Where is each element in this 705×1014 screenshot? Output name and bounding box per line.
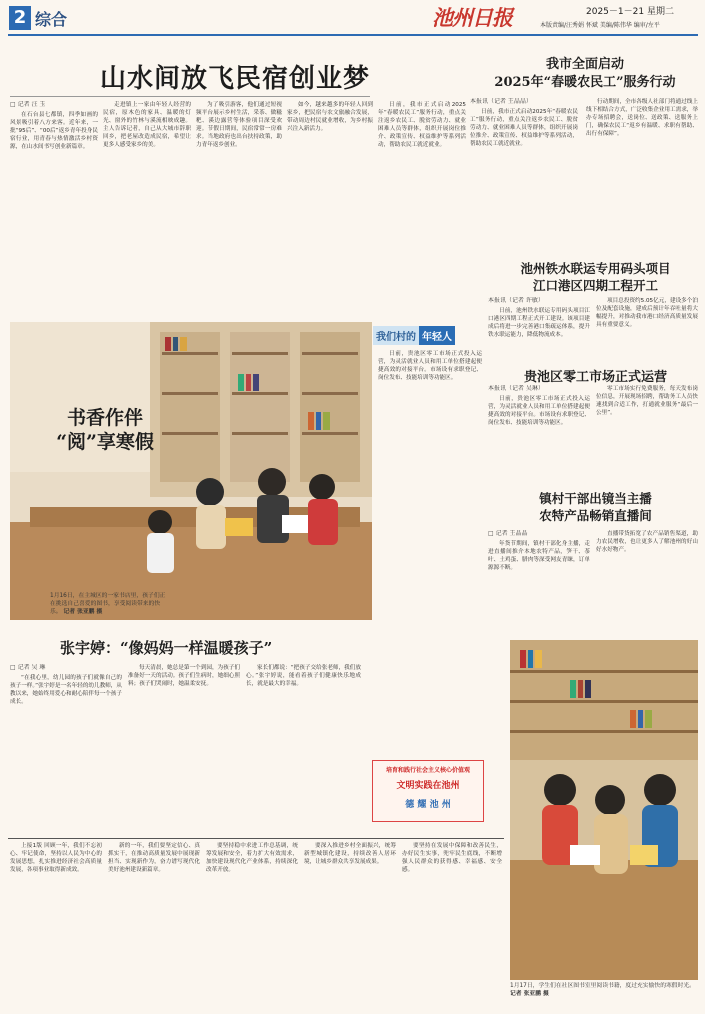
main-article-title: 山水间放飞民宿创业梦 — [100, 64, 371, 94]
right3-text-2: 零工市场实行免费服务，每天发布岗位信息，开展现场招聘，帮助务工人员快速找到合适工作，打通就业服务“最后一公里”。 — [596, 386, 698, 417]
bookstore-photo-image — [10, 322, 372, 620]
bookstore-photo — [10, 322, 372, 620]
library-photo-image — [510, 640, 698, 980]
bottom-section-rule — [8, 838, 504, 839]
right2-byline: 本报讯（记者 许敏） — [488, 297, 544, 304]
issue-date: 2025－1－21 星期二 — [586, 7, 674, 17]
right2-text-2: 项目总投资约5.05亿元，建设多个泊位及配套设施，建成后预计年吞吐量将大幅提升，对推动我市港口经济高质量发展具有重要意义。 — [596, 298, 698, 329]
library-photo-caption — [510, 982, 698, 998]
bottom-article-byline: □ 记者 吴 琳 — [10, 664, 46, 671]
main-article-text-3: 为了吸引游客，他们通过短视频平台展示乡村生活，采茶、做糍粑、溪边露营等体验项目深受欢迎。节假日期间，民宿常常一房难求。当地政府也出台扶持政策，助力青年返乡创业。 — [196, 102, 282, 149]
bottom-section-text-2: 新的一年，我们要坚定信心、真抓实干，在推动高质量发展中展现新担当、实现新作为，奋力谱写现代化美好池州建设新篇章。 — [108, 843, 200, 874]
right1-title: 我市全面启动 2025年“春暖农民工”服务行动 — [494, 57, 676, 90]
right2-text-1: 日前，池州铁水联运专用码头项目江口港区四期工程正式开工建设。该项目建成后将进一步完善港口集疏运体系，提升铁水联运能力，降低物流成本。 — [488, 308, 590, 339]
main-article-col3 — [196, 101, 282, 313]
bottom-section-text-1: 上接1版 回顾一年，我们不忘初心、牢记使命，坚持以人民为中心的发展思想，扎实推进经济社会高质量发展，各项事业取得新成效。 — [10, 843, 102, 874]
right1-text-2: 行动期间，全市各级人社部门将通过线上线下相结合方式，广泛收集企业用工需求，举办专场招聘会，送岗位、送政策、送服务上门，确保农民工“返乡有温暖、求职有帮助、出行有保障”。 — [586, 99, 698, 138]
right3-text-1: 日前，贵池区零工市场正式投入运营，为灵活就业人员和用工单位搭建起便捷高效的对接平台。市场设有求职登记、岗位发布、技能培训等功能区。 — [488, 396, 590, 427]
bottom-section-text-5: 要坚持在发展中保障和改善民生，办好民生实事，兜牢民生底线，不断增强人民群众的获得感、幸福感、安全感。 — [402, 843, 502, 874]
main-article-text-2: 走进镇上一家由年轻人经营的民宿，原木色的家具、温暖的灯光、窗外的竹林与溪流相映成趣。主人告诉记者，自己从大城市辞职回乡，把老屋改造成民宿，希望让更多人感受家乡的美。 — [103, 102, 191, 149]
section-name: 综合 — [35, 10, 68, 29]
editor-credits: 本版责编/汪秀娟 怀斌 美编/陈伟华 编审/左平 — [540, 22, 660, 29]
civic-ad-line1: 培育和践行社会主义核心价值观 — [385, 767, 470, 774]
tagline-prefix: 我们村的 — [373, 326, 419, 345]
main-article-byline: □ 记者 汪 玉 — [10, 101, 46, 108]
column-tagline — [373, 325, 483, 343]
bookstore-photo-credit: 记者 张亚鹏 摄 — [63, 609, 103, 615]
center-article-col2 — [378, 350, 482, 620]
bottom-article-col1 — [10, 664, 122, 824]
civic-ad-line3: 德 耀 池 州 — [405, 800, 451, 810]
header-rule — [8, 34, 698, 36]
right4-title: 镇村干部出镜当主播 农特产品畅销直播间 — [539, 491, 652, 523]
center-article-col1 — [378, 101, 466, 313]
right2-col1 — [488, 297, 590, 359]
bottom-article-text-3: 家长们都说：“把孩子交给张老师，我们放心。”张宇婷说，能看着孩子们健康快乐地成长，就是最大的幸福。 — [246, 665, 361, 688]
main-article-text-1: 在石台县七都镇，四季如画的风景吸引着八方来客。近年来，一批“95后”、“00后”返乡青年投身民宿行业，用青春与热情激活乡村资源，在山水间书写创业新篇章。 — [10, 112, 98, 151]
right1-text-1: 日前，我市正式启动2025年“春暖农民工”服务行动，重点关注返乡农民工、脱贫劳动力、就业困难人员等群体，组织开展岗位推介、政策宣传、权益维护等系列活动，帮助农民工就近就业。 — [470, 109, 578, 148]
page-header — [0, 0, 705, 38]
bottom-article-text-2: 每天清晨，她总是第一个到园，为孩子们准备好一天的活动。孩子们生病时，她细心照料；孩子们哭闹时，她温柔安抚。 — [128, 665, 240, 688]
right2-title: 池州铁水联运专用码头项目 江口港区四期工程开工 — [520, 261, 671, 293]
right4-text-2: 直播带货拓宽了农产品销售渠道，助力农民增收，也让更多人了解池州的好山好水好物产。 — [596, 531, 698, 554]
right3-title: 贵池区零工市场正式运营 — [523, 370, 667, 385]
center-article-text-1: 日前，我市正式启动2025年“春暖农民工”服务行动，重点关注返乡农民工、脱贫劳动力、就业困难人员等群体，组织开展岗位推介、政策宣传、权益维护等系列活动，帮助农民工就近就业。 — [378, 102, 466, 149]
bottom-section-col2 — [108, 842, 200, 1008]
bookstore-photo-caption — [50, 592, 170, 616]
page-number-badge — [9, 6, 31, 30]
right4-col2 — [596, 530, 698, 630]
bottom-section-col5 — [402, 842, 502, 1008]
center-article-text-2: 日前，贵池区零工市场正式投入运营，为灵活就业人员和用工单位搭建起便捷高效的对接平台。市场设有求职登记、岗位发布、技能培训等功能区。 — [378, 351, 482, 382]
right3-byline: 本报讯（记者 吴琳） — [488, 385, 544, 392]
right4-byline: □ 记者 王晶晶 — [488, 530, 528, 537]
main-article-col2 — [103, 101, 191, 313]
library-photo-caption-text: 1月17日，学生们在社区图书室里阅读书籍，度过充实愉快的寒假时光。 — [510, 983, 695, 989]
civic-ad-line2: 文明实践在池州 — [396, 781, 460, 791]
bottom-article-text-1: “在我心里，幼儿园的孩子们就像自己的孩子一样。”张宇婷是一名年轻的幼儿教师，从教以来，她始终用爱心和耐心陪伴每一个孩子成长。 — [10, 675, 122, 706]
right1-byline: 本报讯（记者 王晶晶） — [470, 98, 532, 105]
right4-col1 — [488, 530, 590, 630]
bottom-section-text-4: 要深入推进乡村全面振兴，统筹新型城镇化建设，持续改善人居环境，让城乡群众共享发展成果。 — [304, 843, 396, 866]
bookstore-photo-caption-text: 1月16日，在主城区的一家书店里，孩子们正在挑选自己喜爱的图书，享受阅读带来的快乐。 — [50, 593, 166, 615]
right2-col2 — [596, 297, 698, 359]
library-photo — [510, 640, 698, 1000]
right4-text-1: 年货节期间，镇村干部化身主播，走进直播间推介本地农特产品，笋干、茶叶、土鸡蛋、腊肉等深受网友青睐，订单源源不断。 — [488, 541, 590, 572]
tagline-highlight: 年轻人 — [419, 326, 455, 345]
right3-col2 — [596, 385, 698, 479]
bottom-section-col1 — [10, 842, 102, 1008]
library-photo-credit: 记者 张亚鹏 摄 — [510, 991, 549, 997]
bottom-section-text-3: 要坚持稳中求进工作总基调，统筹发展和安全，着力扩大有效需求，加快建设现代化产业体系，持续深化改革开放。 — [206, 843, 298, 874]
civic-ad — [372, 760, 484, 822]
page-number: 2 — [13, 7, 27, 28]
right3-col1 — [488, 385, 590, 479]
bottom-article-col2 — [128, 664, 240, 824]
bottom-article-col3 — [246, 664, 361, 824]
bottom-section-col4 — [304, 842, 396, 1008]
bottom-section-col3 — [206, 842, 298, 1008]
main-article-col4 — [287, 101, 373, 313]
title-divider — [10, 96, 370, 97]
newspaper-logo: 池州日报 — [432, 5, 512, 30]
main-article-text-4: 如今，越来越多的年轻人回到家乡，把民宿与农文旅融合发展，带动周边村民就业增收，为乡村振兴注入新活力。 — [287, 102, 373, 133]
main-article-col1 — [10, 101, 98, 313]
right1-col1 — [470, 98, 578, 250]
right1-col2 — [586, 98, 698, 250]
bottom-article-title: 张宇婷：“像妈妈一样温暖孩子” — [60, 639, 273, 657]
photo-overlay-title: 书香作伴 “阅”享寒假 — [56, 407, 154, 453]
